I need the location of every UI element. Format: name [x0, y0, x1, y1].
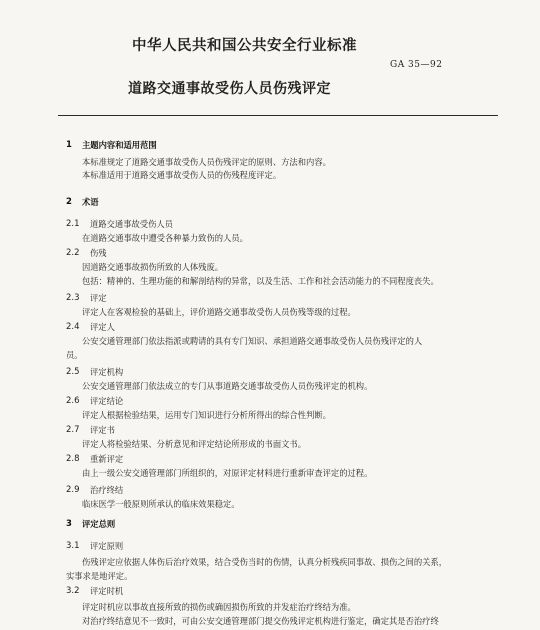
paragraph-line: 对治疗终结意见不一致时，可由公安交通管理部门提交伤残评定机构进行鉴定，确定其是否治疗终: [82, 616, 439, 626]
section-number: 3.2: [66, 586, 80, 596]
paragraph-line: 评定人在客观检验的基础上，评价道路交通事故受伤人员伤残等级的过程。: [82, 307, 356, 317]
section-number: 2.9: [66, 485, 80, 495]
section-heading: 评定机构: [90, 367, 124, 377]
section-heading: 术语: [82, 197, 99, 207]
paragraph-line: 实事求是地评定。: [66, 571, 133, 581]
paragraph-line: 评定人根据检验结果，运用专门知识进行分析所得出的综合性判断。: [82, 410, 331, 420]
section-heading: 伤残: [90, 248, 107, 258]
paragraph-line: 由上一级公安交通管理部门所组织的，对原评定材料进行重新审查评定的过程。: [82, 468, 373, 478]
section-number: 2.8: [66, 454, 80, 464]
section-heading: 道路交通事故受伤人员: [90, 219, 173, 229]
paragraph-line: 在道路交通事故中遭受各种暴力致伤的人员。: [82, 233, 248, 243]
paragraph-line: 包括：精神的、生理功能的和解剖结构的异常，以及生活、工作和社会活动能力的不同程度丧失。: [82, 276, 439, 286]
document-title: 道路交通事故受伤人员伤残评定: [128, 81, 331, 97]
section-number: 1: [66, 140, 72, 150]
section-heading: 评定总则: [82, 519, 116, 529]
section-number: 2.2: [66, 248, 80, 258]
paragraph-line: 评定人将检验结果、分析意见和评定结论所形成的书面文书。: [82, 439, 307, 449]
paragraph-line: 公安交通管理部门依法指派或聘请的具有专门知识、承担道路交通事故受伤人员伤残评定的人: [82, 336, 423, 346]
paragraph-line: 评定时机应以事故直接所致的损伤或确因损伤所致的并发症治疗终结为准。: [82, 602, 356, 612]
section-heading: 重新评定: [90, 454, 124, 464]
paragraph-line: 因道路交通事故损伤所致的人体残废。: [82, 262, 224, 272]
paragraph-line: 临床医学一般原则所承认的临床效果稳定。: [82, 499, 240, 509]
paragraph-line: 员。: [66, 350, 83, 360]
section-heading: 评定人: [90, 322, 115, 332]
section-number: 2.3: [66, 293, 80, 303]
section-heading: 治疗终结: [90, 485, 124, 495]
section-number: 2: [66, 197, 72, 207]
paragraph-line: 伤残评定应依据人体伤后治疗效果，结合受伤当时的伤情，认真分析残疾同事故、损伤之间的关系，: [82, 557, 448, 567]
paragraph-line: 本标准适用于道路交通事故受伤人员的伤残程度评定。: [82, 170, 282, 180]
title-divider: [58, 115, 498, 116]
section-number: 2.7: [66, 425, 80, 435]
section-heading: 评定时机: [90, 586, 124, 596]
standard-code: GA 35—92: [390, 60, 443, 70]
section-heading: 主题内容和适用范围: [82, 140, 157, 150]
paragraph-line: 本标准规定了道路交通事故受伤人员伤残评定的原则、方法和内容。: [82, 157, 331, 167]
section-number: 2.1: [66, 219, 80, 229]
section-number: 2.4: [66, 322, 80, 332]
section-heading: 评定书: [90, 425, 115, 435]
section-heading: 评定结论: [90, 396, 124, 406]
section-heading: 评定原则: [90, 541, 124, 551]
section-number: 2.6: [66, 396, 80, 406]
section-number: 3.1: [66, 541, 80, 551]
section-heading: 评定: [90, 293, 107, 303]
section-number: 2.5: [66, 367, 80, 377]
section-number: 3: [66, 519, 72, 529]
paragraph-line: 公安交通管理部门依法成立的专门从事道路交通事故受伤人员伤残评定的机构。: [82, 381, 373, 391]
standard-name: 中华人民共和国公共安全行业标准: [132, 38, 357, 54]
